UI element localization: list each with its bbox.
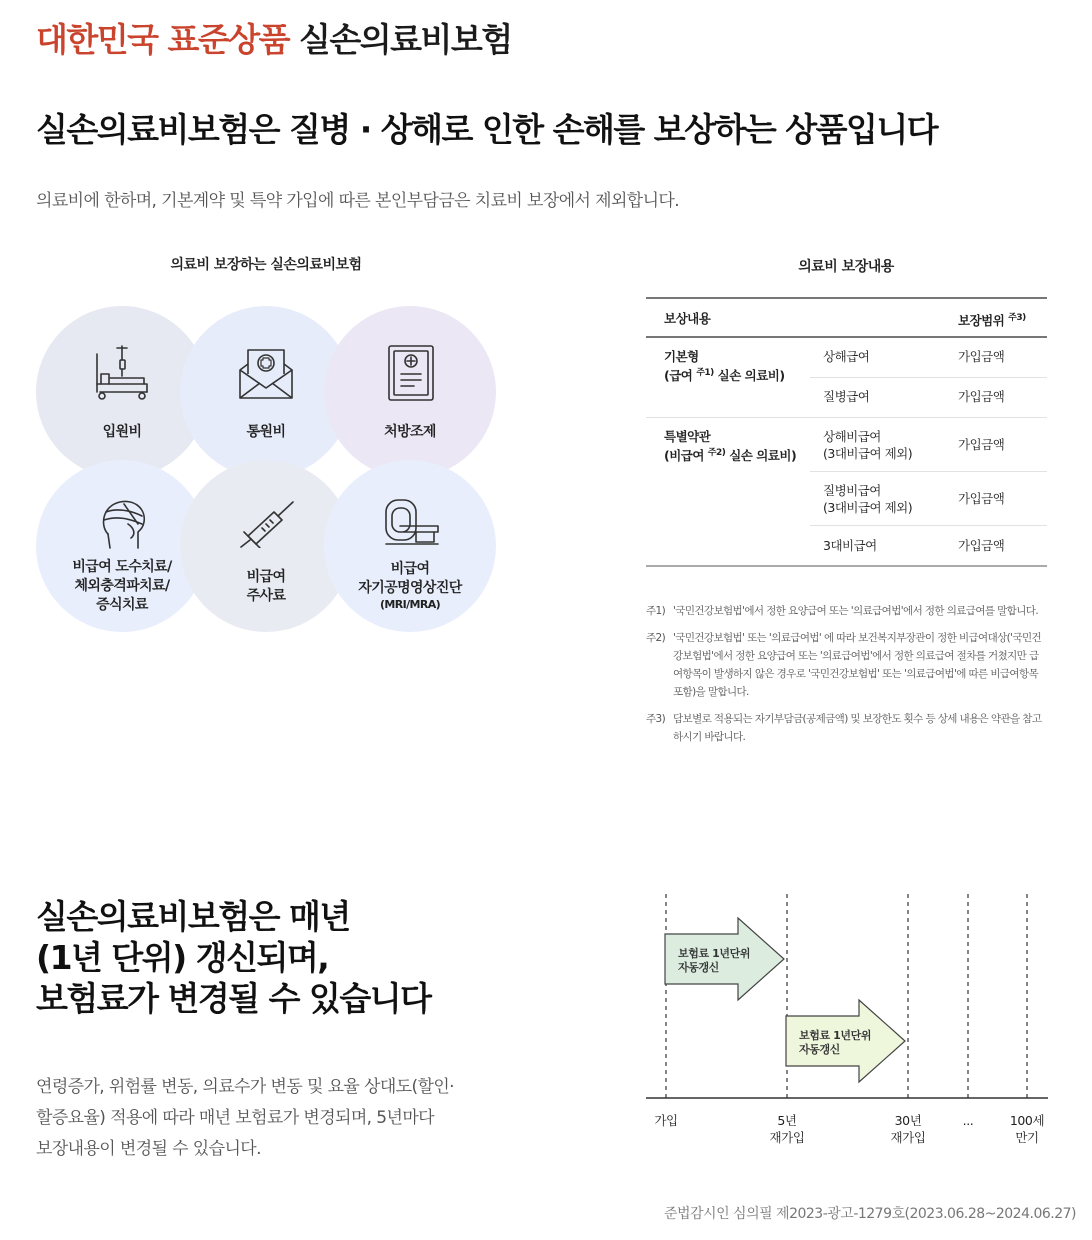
row-divider xyxy=(810,471,1047,472)
group-sub-basic-prefix: (급여 xyxy=(664,368,697,384)
section2-body-line: 할증요율) 적용에 따라 매년 보험료가 변경되며, 5년마다 xyxy=(36,1108,434,1128)
group-name-special: 특별약관 xyxy=(664,429,711,444)
table-cell-item: 상해비급여 (3대비급여 제외) xyxy=(823,429,913,461)
footnote-text: 담보별로 적용되는 자기부담금(공제금액) 및 보장한도 횟수 등 상세 내용은 약관을 참고하시기 바랍니다. xyxy=(673,713,1042,743)
table-header-range-note: 주3) xyxy=(1008,313,1026,323)
title-product: 실손의료비보험 xyxy=(299,20,512,59)
group-sub-special xyxy=(664,445,796,464)
table-header-range xyxy=(958,310,1026,329)
arrow-label: 보험료 1년단위 자동갱신 xyxy=(678,947,751,974)
group-sub-basic-suffix: 실손 의료비) xyxy=(713,368,785,384)
table-header-rule xyxy=(646,336,1047,338)
renewal-timeline xyxy=(646,890,1048,1150)
table-bottom-rule xyxy=(646,565,1047,567)
section2-heading xyxy=(36,896,431,1019)
group-sub-special-prefix: (비급여 xyxy=(664,448,708,464)
footnote xyxy=(646,629,1048,701)
section2-body-line: 보장내용이 변경될 수 있습니다. xyxy=(36,1139,261,1159)
row-divider xyxy=(810,377,1047,378)
page-title xyxy=(36,14,512,61)
footnotes xyxy=(646,602,1048,755)
mri-scanner-icon xyxy=(382,496,442,548)
item-label-prescription: 처방조제 xyxy=(384,424,436,440)
tick-label: ... xyxy=(962,1113,974,1128)
group-name-basic: 기본형 xyxy=(664,349,699,364)
item-label-mri-sub: (MRI/MRA) xyxy=(379,598,441,611)
item-label-inpatient: 입원비 xyxy=(102,424,142,440)
footnote-text: '국민건강보험법'에서 정한 요양급여 또는 '의료급여법'에서 정한 의료급여를 말합니다. xyxy=(673,605,1039,617)
section2-body xyxy=(36,1072,454,1165)
tick-label: 가입 xyxy=(654,1113,678,1128)
table-cell-range: 가입금액 xyxy=(958,538,1005,553)
tick-label: 5년 재가입 xyxy=(769,1113,805,1145)
title-highlight: 대한민국 표준상품 xyxy=(36,20,290,59)
footnote xyxy=(646,602,1048,620)
item-label-mri xyxy=(335,560,485,612)
section2-heading-line: (1년 단위) 갱신되며, xyxy=(36,938,329,977)
section2-body-line: 연령증가, 위험률 변동, 의료수가 변동 및 요율 상대도(할인· xyxy=(36,1077,454,1097)
section2-heading-line: 보험료가 변경될 수 있습니다 xyxy=(36,979,431,1018)
bandaged-head-icon xyxy=(98,498,148,552)
table-cell-item: 3대비급여 xyxy=(823,538,877,553)
coverage-diagram xyxy=(36,306,496,632)
hospital-bed-icon xyxy=(92,344,152,402)
table-top-rule xyxy=(646,297,1047,299)
footnote-number: 주1) xyxy=(646,605,666,617)
footnote xyxy=(646,710,1048,746)
timeline-graphic xyxy=(646,890,1048,1150)
table-title: 의료비 보장내용 xyxy=(798,259,894,275)
footnote-number: 주3) xyxy=(646,713,666,725)
tick-label: 30년 재가입 xyxy=(890,1113,926,1145)
section2-heading-line: 실손의료비보험은 매년 xyxy=(36,897,350,936)
item-label-manual-therapy: 비급여 도수치료/ 체외충격파치료/ 증식치료 xyxy=(72,559,172,613)
group-sub-basic xyxy=(664,365,785,384)
table-cell-item: 질병비급여 (3대비급여 제외) xyxy=(823,483,913,515)
arrow-label: 보험료 1년단위 자동갱신 xyxy=(799,1029,872,1056)
table-cell-range: 가입금액 xyxy=(958,349,1005,364)
item-label-mri-text: 비급여 자기공명영상진단 xyxy=(358,561,462,596)
group-sub-special-suffix: 실손 의료비) xyxy=(725,448,797,464)
table-cell-item: 상해급여 xyxy=(823,349,870,364)
table-header-coverage: 보상내용 xyxy=(664,311,711,326)
table-header-range-text: 보장범위 xyxy=(958,313,1005,329)
group-sub-basic-note: 주1) xyxy=(696,368,714,378)
table-cell-range: 가입금액 xyxy=(958,437,1005,452)
tick-label: 100세 만기 xyxy=(1009,1113,1045,1145)
group-sub-special-note: 주2) xyxy=(707,448,726,458)
diagram-title: 의료비 보장하는 실손의료비보험 xyxy=(170,257,362,273)
section1-heading: 실손의료비보험은 질병 · 상해로 인한 손해를 보상하는 상품입니다 xyxy=(36,110,938,149)
prescription-icon xyxy=(386,344,436,402)
table-cell-item: 질병급여 xyxy=(823,389,870,404)
syringe-icon xyxy=(238,500,296,548)
group-divider xyxy=(646,417,1047,418)
medical-envelope-icon xyxy=(238,346,294,402)
row-divider xyxy=(810,525,1047,526)
item-label-injection: 비급여 주사료 xyxy=(246,569,286,604)
footnote-text: '국민건강보험법' 또는 '의료급여법' 에 따라 보건복지부장관이 정한 비급여대상('국민건강보험법'에서 정한 요양급여 또는 '의료급여법'에서 정한 의료급여 절차를 거쳤지만 급여항목이 발생하지 않은 경우로 '국민건강보험법' 또는 '의료급여법'에 따른 비급여항목 포함)을 말합니다. xyxy=(673,632,1042,698)
item-label-outpatient: 통원비 xyxy=(246,424,286,440)
compliance-footer: 준법감시인 심의필 제2023-광고-1279호(2023.06.28~2024.06.27) xyxy=(663,1206,1076,1222)
table-cell-range: 가입금액 xyxy=(958,389,1005,404)
footnote-number: 주2) xyxy=(646,632,666,644)
table-cell-range: 가입금액 xyxy=(958,491,1005,506)
section1-subtext: 의료비에 한하며, 기본계약 및 특약 가입에 따른 본인부담금은 치료비 보장에서 제외합니다. xyxy=(36,191,680,211)
